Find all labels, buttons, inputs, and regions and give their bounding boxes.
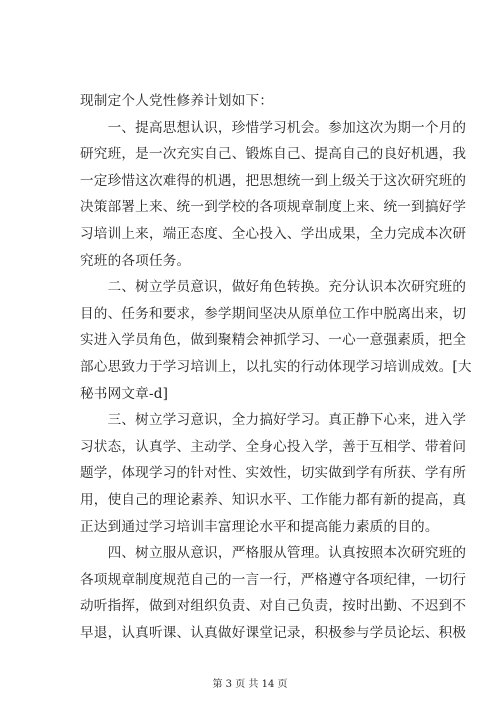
text-line: 究班的各项任务。 xyxy=(80,252,191,269)
text-line: 一定珍惜这次难得的机遇，把思想统一到上级关于这次研究班的 xyxy=(80,172,467,189)
text-line: 一、提高思想认识，珍惜学习机会。参加这次为期一个月的 xyxy=(80,119,467,136)
text-line: 秘书网文章-d] xyxy=(80,385,169,402)
text-line: 三、树立学习意识，全力搞好学习。真正静下心来，进入学 xyxy=(80,412,467,429)
text-line: 题学，体现学习的针对性、实效性，切实做到学有所获、学有所 xyxy=(80,465,467,482)
text-line: 现制定个人党性修养计划如下： xyxy=(80,93,274,109)
text-line: 二、树立学员意识，做好角色转换。充分认识本次研究班的 xyxy=(80,279,467,296)
text-line: 用，使自己的理论素养、知识水平、工作能力都有新的提高，真 xyxy=(80,491,467,508)
page-number-footer: 第 3 页 共 14 页 xyxy=(212,679,288,690)
text-line: 研究班，是一次充实自己、锻炼自己、提高自己的良好机遇，我 xyxy=(80,146,467,163)
text-line: 部心思致力于学习培训上，以扎实的行动体现学习培训成效。[大 xyxy=(80,358,472,375)
document-body xyxy=(80,88,472,646)
text-line: 动听指挥，做到对组织负责、对自己负责，按时出勤、不迟到不 xyxy=(80,598,467,615)
text-line: 习状态，认真学、主动学、全身心投入学，善于互相学、带着问 xyxy=(80,438,467,455)
text-line: 决策部署上来、统一到学校的各项规章制度上来、统一到搞好学 xyxy=(80,199,467,216)
text-line: 实进入学员角色，做到聚精会神抓学习、一心一意强素质，把全 xyxy=(80,332,467,349)
text-line: 目的、任务和要求，参学期间坚决从原单位工作中脱离出来，切 xyxy=(80,305,467,322)
text-line: 正达到通过学习培训丰富理论水平和提高能力素质的目的。 xyxy=(80,518,439,535)
text-line: 四、树立服从意识，严格服从管理。认真按照本次研究班的 xyxy=(80,545,467,562)
text-line: 习培训上来，端正态度、全心投入、学出成果，全力完成本次研 xyxy=(80,225,467,242)
text-line: 早退，认真听课、认真做好课堂记录，积极参与学员论坛、积极 xyxy=(80,624,467,641)
text-line: 各项规章制度规范自己的一言一行，严格遵守各项纪律，一切行 xyxy=(80,571,467,588)
